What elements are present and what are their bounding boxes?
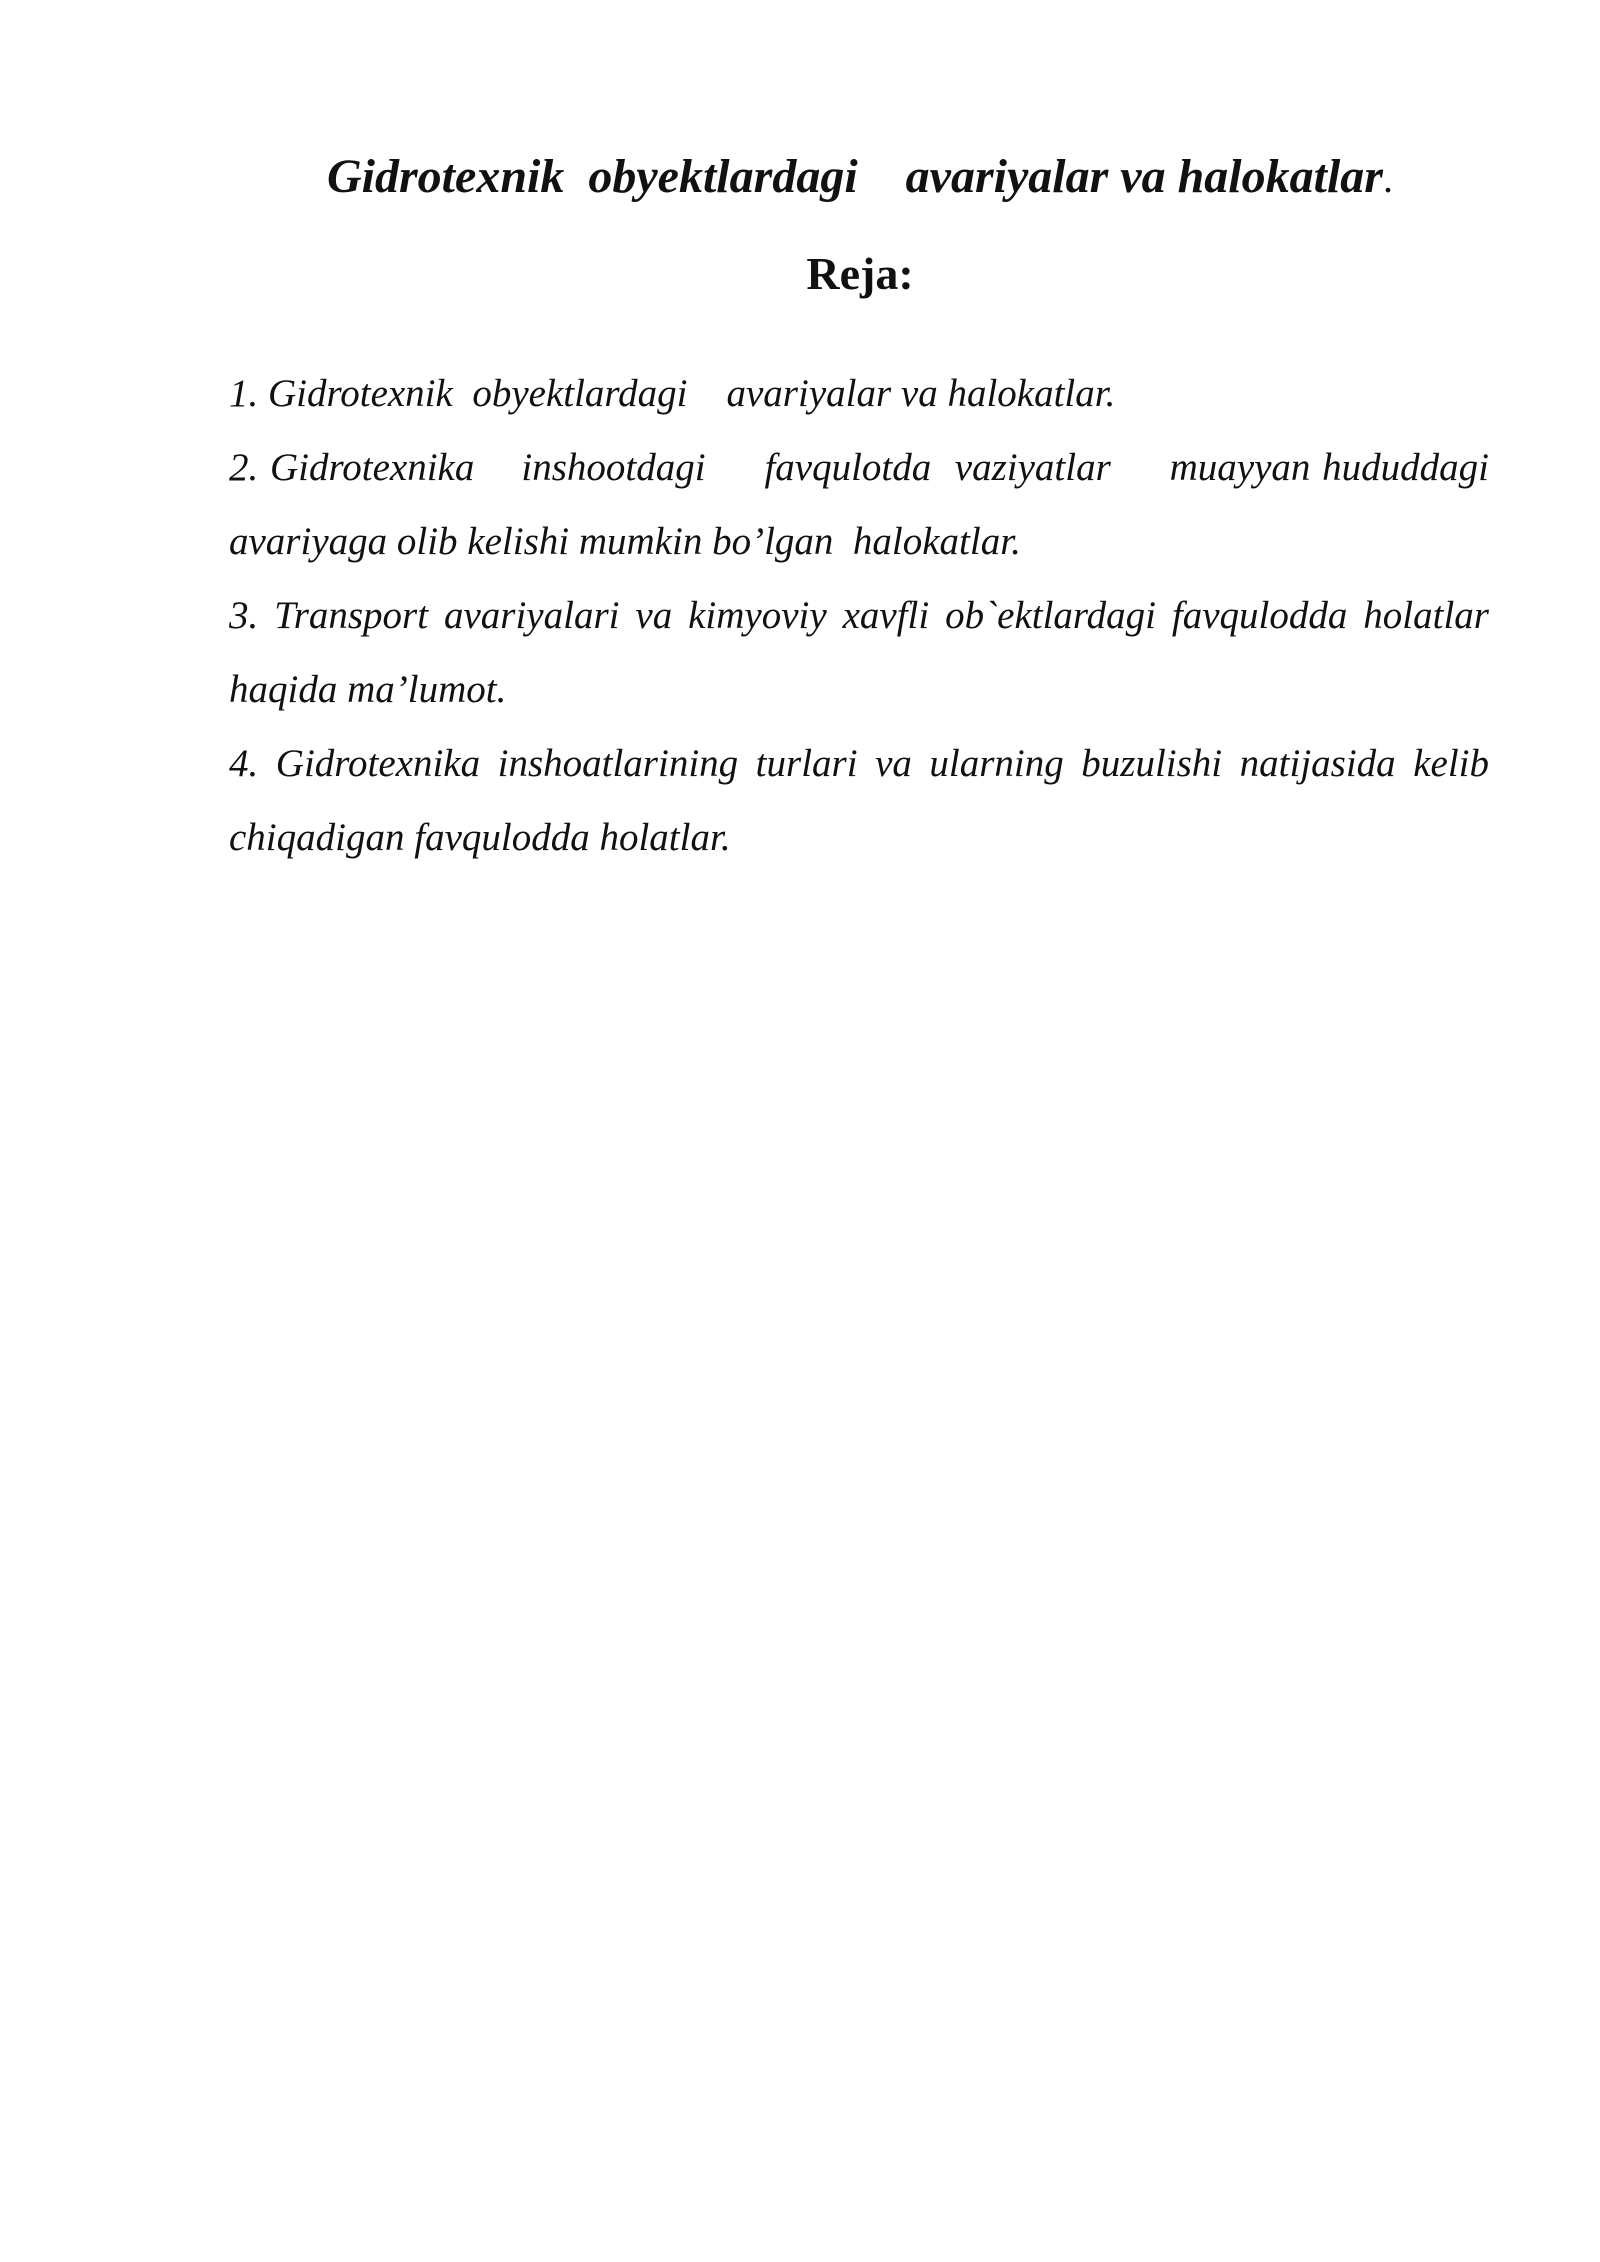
plan-item-1: 1. Gidrotexnik obyektlardagi avariyalar va halokatlar. xyxy=(229,372,1116,415)
plan-item-2: 2. Gidrotexnika inshootdagi favqulotda vaziyatlar muayyan hududdagi avariyaga olib kelishi mumkin bo’lgan halokatlar. xyxy=(229,446,1499,563)
plan-heading: Reja: xyxy=(806,248,914,299)
plan-item-4: 4. Gidrotexnika inshoatlarining turlari va ularning buzulishi natijasida kelib chiqadigan favqulodda holatlar. xyxy=(229,742,1499,859)
plan-item-3: 3. Transport avariyalari va kimyoviy xavfli ob`ektlardagi favqulodda holatlar haqida ma’lumot. xyxy=(229,594,1499,711)
document-title xyxy=(230,148,1490,206)
plan-list xyxy=(229,357,1499,875)
document-title-text: Gidrotexnik obyektlardagi avariyalar va halokatlar xyxy=(327,150,1383,203)
document-title-period: . xyxy=(1382,156,1393,201)
